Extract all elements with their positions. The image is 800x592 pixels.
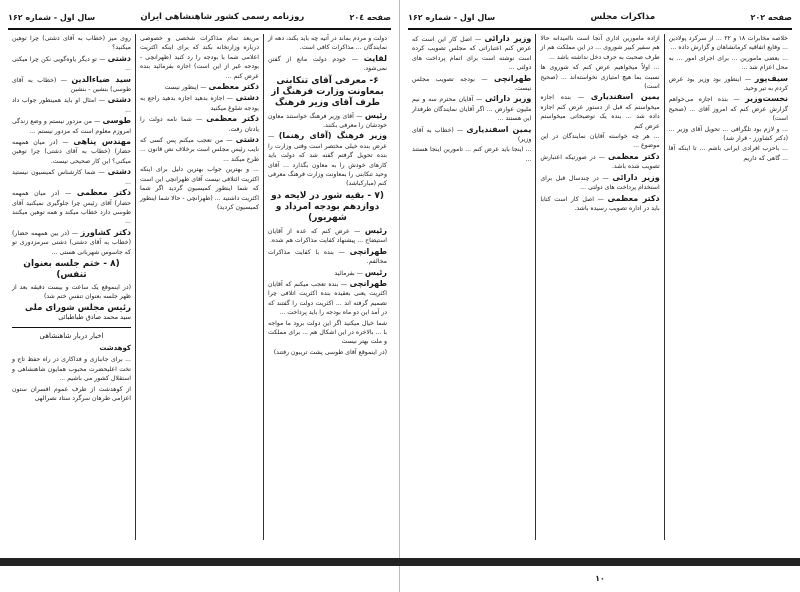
column-2 bbox=[536, 34, 664, 540]
speaker-name: دکتر معظمی bbox=[76, 188, 131, 198]
left-running-header bbox=[8, 6, 391, 30]
body-paragraph: ازاده مامورین اداری آنجا است ناامیدانه حالا هم سفیر کبیر شوروی ... در این مملکت هم از طرف صحبت به حرف دخل نداشته باشد ... bbox=[540, 35, 660, 61]
speaker-name: وزیر دارائی bbox=[484, 34, 532, 43]
speech-text: (خطاب به آقای طوسی) بنشین - بنشین bbox=[12, 76, 131, 94]
speech-paragraph: دشتی — امثال او باید همینطور جواب داد ... bbox=[12, 95, 132, 114]
speaker-name: یمین اسفندیاری bbox=[590, 92, 660, 102]
body-paragraph: ... هر چه خواسته آقایان نمایندگان در این موضوع ... bbox=[540, 133, 660, 150]
speech-paragraph: یمین اسفندیاری — (خطاب به آقای وزیر) bbox=[412, 124, 532, 144]
speaker-name: مهندس پناهی bbox=[73, 137, 131, 147]
dateline: کوهدشت bbox=[99, 343, 131, 352]
scan-bottom-edge bbox=[0, 558, 800, 566]
column-3 bbox=[408, 34, 536, 540]
speech-paragraph: رئیس — آقای وزیر فرهنگ خواستند معاون خودشان را معرفی بکنند. bbox=[268, 110, 387, 130]
right-running-header bbox=[408, 6, 792, 30]
body-paragraph: ... و لازم بود تلگرافی ... تحویل آقای وزیر ... (دکتر کشاورز - قرار شد) bbox=[668, 125, 788, 143]
speech-text: آقایان محترم سه و نیم ملیون عوارض ... اگر آقایان نمایندگان طرفدار این هستند ... bbox=[412, 96, 532, 123]
speech-text: اجازه بدهید اجازه بدهید راجع به بودجه شلوغ میکنید bbox=[140, 95, 259, 112]
speaker-name: وزیر دارائی bbox=[612, 172, 660, 182]
column-3 bbox=[8, 34, 136, 540]
speech-text: بودجه تصویب مجلس نیست. bbox=[412, 75, 532, 93]
speech-text: خودم دولت مانع از گفتن نمی‌شود. bbox=[268, 55, 387, 73]
speech-text: بفرمائید bbox=[334, 269, 355, 277]
right-newspaper-title: مذاکرات مجلس bbox=[590, 12, 656, 22]
body-paragraph: از کوهدشت از طرف عموم افسران ستون اعزامی طرهان سرگرد ستاد نصرالهی bbox=[12, 385, 131, 402]
speech-paragraph: دکتر معظمی — در صورتیکه اعتبارش تصویب شده باشد. bbox=[540, 151, 660, 171]
speech-paragraph: طوسی — من مزدور نیستم و وضع زندگی امروزم معلوم است که مزدور نیستم ... bbox=[12, 116, 131, 135]
speech-text: بنده تعجب میکنم که آقایان اکثریت یعنی بعقیده بنده اکثریت اتلافی چرا تصمیم گرفته اند ... اکثریت دولت را گفتند که در آمد این دو ماه بودجه را باید پرداخت ... bbox=[268, 280, 387, 317]
body-paragraph: دولت و مردم بماند در آتیه چه باید بکند، دهه از نمایندگان ... مذاکرات کافی است. bbox=[268, 35, 387, 52]
speech-text: امثال او باید همینطور جواب داد ... bbox=[12, 97, 131, 114]
speech-paragraph: یمین اسفندیاری — بنده اجازه میخواستم که قبل از دستور عرض کنم اجازه داده شد ... بنده یک توضیحاتی میخواستم عرض کنم bbox=[540, 92, 660, 130]
body-paragraph: من‌بعد تمام مذاکرات شخصی و خصوصی درباره وزارتخانه بکند که برای اینکه اکثریت اعلامی شما با بودجه را رد کنید (طهرانچی - بودجه غیر از این است) اجازه بفرمائید بنده عرض کنم ... bbox=[140, 35, 259, 80]
speech-text: در چندسال قبل برای استخدام پرداخت های دولتی ... bbox=[540, 174, 660, 192]
speech-paragraph: طهرانچی — بنده با کفایت مذاکرات مخالفم. bbox=[268, 246, 388, 266]
left-page-label: صفحه ۲۰٤ bbox=[349, 12, 391, 22]
speaker-name: دکتر کشاورز bbox=[80, 227, 132, 237]
speaker-name: دشتی bbox=[235, 93, 259, 103]
speech-paragraph: سید ضیاءالدین — (خطاب به آقای طوسی) بنشین - بنشین bbox=[12, 74, 131, 94]
speaker-name: رئیس bbox=[364, 267, 387, 277]
speech-text: اصل کار است کتابا باید در اداره تصویب رسیده باشد. bbox=[540, 195, 660, 212]
body-paragraph: روی میز (خطاب به آقای دشتی) چرا توهین میکنید؟ bbox=[12, 35, 131, 52]
speech-paragraph: نخست‌وزیر — بنده اجازه می‌خواهم گزارش عرض کنم که امروز آقای ... (صحیح است) bbox=[668, 94, 788, 123]
body-paragraph: ... و بهترین جواب بهترین دلیل برای اینکه اکثریت ائتلافی نیست آقای طهرانچی این است که شما اینطور کمیسیون گردید اگر شما اکثریت داشتید ... (طهرانچی - حالا شما اینطور کمیسیون کردید) bbox=[140, 166, 259, 211]
speaker-name: دکتر معظمی bbox=[607, 193, 660, 203]
speech-text: من مزدور نیستم و وضع زندگی امروزم معلوم است که مزدور نیستم ... bbox=[12, 118, 131, 135]
speech-paragraph: دشتی — من تعجب میکنم پس کسی که نایب رئیس مجلس است برخلاف نص قانون ... طرح میکند ... bbox=[140, 135, 259, 163]
speech-text: شما کارشناس کمیسیون نیستید ... bbox=[12, 169, 131, 186]
body-paragraph: (در اینموقع آقای طوسی پشت تریبون رفتند) bbox=[273, 348, 387, 356]
speaker-name: رئیس bbox=[364, 110, 387, 120]
speaker-name: لقایت bbox=[363, 53, 387, 63]
body-paragraph: خلاصه مخابرات ۱۸ و ۲۲ ... از سرکرد پولادین ... وقایع اتفاقیه کرمانشاهان و گزارش داده ... bbox=[668, 35, 789, 52]
column-2 bbox=[136, 34, 264, 540]
speech-paragraph: وزیر دارائی — در چندسال قبل برای استخدام پرداخت های دولتی ... bbox=[540, 172, 660, 192]
speech-text: عرض کنم که عده از آقایان استیضاح ... پیشنهاد کفایت مذاکرات هم شده. bbox=[268, 227, 387, 245]
signature-title: رئیس مجلس شورای ملی bbox=[25, 302, 131, 313]
speech-paragraph: وزیر دارائی — آقایان محترم سه و نیم ملیون عوارض ... اگر آقایان نمایندگان طرفدار این هستند ... bbox=[412, 94, 532, 123]
speaker-name: دشتی bbox=[107, 95, 132, 105]
column-1 bbox=[665, 34, 792, 540]
speaker-name: دشتی bbox=[235, 135, 259, 145]
speaker-name: دشتی bbox=[107, 167, 132, 177]
speaker-name: طهرانچی bbox=[349, 278, 387, 288]
speech-text: شما نامه دولت را یادتان رفت. bbox=[140, 116, 259, 133]
speech-paragraph: دکتر معظمی — اصل کار است کتابا باید در اداره تصویب رسیده باشد. bbox=[540, 193, 660, 212]
section-heading: (۸ - ختم جلسه بعنوان تنفس) bbox=[23, 258, 120, 280]
speech-paragraph: سیف‌پور — اینطور بود وزیر بود عرض کردم به تیر وحید. bbox=[668, 73, 789, 93]
speaker-name: دکتر معظمی bbox=[206, 114, 259, 124]
speech-text: (در بین همهمه حضار) (خطاب به آقای دشتی) دشتی سرمزدوری تو که جاسوس شهربانی هستی ... bbox=[12, 229, 131, 256]
speech-paragraph: رئیس — بفرمائید bbox=[334, 267, 387, 277]
left-newspaper-title: روزنامه رسمی کشور شاهنشاهی ایران bbox=[140, 12, 305, 22]
column-1 bbox=[264, 34, 391, 540]
speech-paragraph: دشتی — اجازه بدهید اجازه بدهید راجع به بودجه شلوغ میکنید bbox=[140, 93, 259, 112]
speech-paragraph: دشتی — تو دیگر یاوه‌گویی نکن چرا میکنی ... bbox=[12, 53, 131, 73]
left-columns bbox=[8, 34, 391, 540]
speech-text: (در میان همهمه حضار) آقای رئیس چرا جلوگیری نمیکنید آقای طوسی دارد خطاب میکند و همه توهین میکنند ... bbox=[12, 190, 131, 226]
speech-paragraph: دکتر معظمی — (در میان همهمه حضار) آقای رئیس چرا جلوگیری نمیکنید آقای طوسی دارد خطاب میکند و همه توهین میکنند ... bbox=[12, 188, 131, 226]
speech-paragraph: وزیر فرهنگ (آقای رهنما) — عرض بنده خیلی مختصر است وقتی وزارت را بنده تحویل گرفتم گفته شد که دولت باید کارهای خودش را به معاون بگذارد ... آقای وحید تنکابنی را بمعاونت وزارت فرهنگ معرفی کنم (مبارکباشد) bbox=[268, 131, 388, 188]
body-paragraph: (در اینموقع یک ساعت و بیست دقیقه بعد از ظهر جلسه بعنوان تنفس ختم شد) bbox=[12, 283, 131, 301]
body-paragraph: ... بعضی مامورین ... برای اجرای امور ... به محل اعزام شد ... bbox=[668, 54, 788, 72]
speech-text: اینطور بود وزیر بود عرض کردم به تیر وحید. bbox=[668, 75, 788, 93]
speaker-name: دشتی bbox=[107, 53, 131, 63]
speech-text: (در میان همهمه حضار) (خطاب به آقای دشتی) چرا توهین میکنی؟ این کار صحیحی نیست. bbox=[12, 139, 131, 165]
speech-paragraph: رئیس — عرض کنم که عده از آقایان استیضاح ... پیشنهاد کفایت مذاکرات هم شده. bbox=[268, 225, 388, 245]
speech-text: بنده اجازه می‌خواهم گزارش عرض کنم که امروز آقای ... (صحیح است) bbox=[668, 96, 788, 123]
speech-text: من تعجب میکنم پس کسی که نایب رئیس مجلس است برخلاف نص قانون ... طرح میکند ... bbox=[140, 137, 259, 163]
left-issue-label: سال اول - شماره ۱۶۲ bbox=[8, 12, 96, 22]
speech-paragraph: دشتی — شما کارشناس کمیسیون نیستید ... bbox=[12, 167, 132, 186]
speech-text: آقای وزیر فرهنگ خواستند معاون خودشان را معرفی بکنند. bbox=[268, 112, 387, 130]
section-heading: ۶- معرفی آقای تنکابنی بمعاونت وزارت فرهنگ از طرف آقای وزیر فرهنگ bbox=[271, 75, 384, 108]
speech-text: بنده اجازه میخواستم که قبل از دستور عرض کنم اجازه داده شد ... بنده یک توضیحاتی میخواستم عرض کنم bbox=[540, 94, 660, 130]
speech-paragraph: دکتر کشاورز — (در بین همهمه حضار) (خطاب به آقای دشتی) دشتی سرمزدوری تو که جاسوس شهربانی هستی ... bbox=[12, 227, 132, 256]
body-paragraph: ... اینجا باید عرض کنم ... تامورین اینجا هستند ... bbox=[412, 146, 532, 163]
speech-text: اصل کار این است که عرض کنم اعتباراتی که مجلس تصویب کرده است نوشته است برای اتمام پرداخت های دولتی ... bbox=[412, 36, 532, 72]
speaker-name: رئیس bbox=[364, 225, 388, 235]
right-page-label: صفحه ۲۰۲ bbox=[750, 12, 792, 22]
speech-paragraph: مهندس پناهی — (در میان همهمه حضار) (خطاب به آقای دشتی) چرا توهین میکنی؟ این کار صحیحی نیست. bbox=[12, 137, 131, 165]
speech-paragraph: لقایت — خودم دولت مانع از گفتن نمی‌شود. bbox=[268, 53, 387, 73]
speech-paragraph: دکتر معظمی — اینطور نیست bbox=[164, 82, 259, 92]
speaker-name: یمین اسفندیاری bbox=[466, 124, 532, 134]
speech-paragraph: طهرانچی — بنده تعجب میکنم که آقایان اکثریت یعنی بعقیده بنده اکثریت اتلافی چرا تصمیم گرفته اند ... اکثریت دولت را گفتند که در آمد این دو ماه بودجه را باید پرداخت ... bbox=[268, 278, 387, 317]
speech-paragraph: وزیر دارائی — اصل کار این است که عرض کنم اعتباراتی که مجلس تصویب کرده است نوشته است برای اتمام پرداخت های دولتی ... bbox=[412, 34, 532, 72]
speech-text: عرض بنده خیلی مختصر است وقتی وزارت را بنده تحویل گرفتم گفته شد که دولت باید کارهای خودش را به معاون بگذارد ... آقای وحید تنکابنی را بمعاونت وزارت فرهنگ معرفی کنم (مبارکباشد) bbox=[268, 142, 387, 188]
speaker-name: دکتر معظمی bbox=[208, 82, 259, 92]
speech-paragraph: طهرانچی — بودجه تصویب مجلس نیست. bbox=[412, 73, 532, 93]
page-number: ۱۰ bbox=[595, 574, 605, 583]
body-paragraph: ... برای جانبازی و فداکاری در راه حفظ تاج و تخت اعلیحضرت محبوب همایون شاهنشاهی و استقلال کشور می باشیم ... bbox=[12, 356, 131, 383]
speech-text: بنده با کفایت مذاکرات مخالفم. bbox=[268, 248, 387, 266]
body-paragraph: شما خیال میکنید اگر این دولت برود ما مواجه با ... بالاخره در این اشکال هم ... برای مملکت و ملت بهتر نیست bbox=[268, 319, 387, 346]
speech-text: (خطاب به آقای وزیر) bbox=[412, 126, 532, 144]
news-subheading: اخبار دربار شاهنشاهی bbox=[39, 331, 104, 340]
right-columns bbox=[408, 34, 792, 540]
speech-text: اینطور نیست bbox=[164, 84, 199, 92]
speaker-name: نخست‌وزیر bbox=[745, 94, 788, 104]
speaker-name: وزیر فرهنگ (آقای رهنما) bbox=[278, 131, 388, 141]
speaker-name: طهرانچی bbox=[349, 246, 388, 256]
speaker-name: دکتر معظمی bbox=[608, 151, 660, 161]
column-divider-rule bbox=[12, 327, 131, 328]
speaker-name: وزیر دارائی bbox=[484, 94, 532, 104]
right-page bbox=[400, 0, 800, 592]
speaker-name: طهرانچی bbox=[493, 73, 532, 83]
signature-name: سید محمد صادق طباطبائی bbox=[58, 313, 131, 322]
body-paragraph: ... باحزب افرادی ایرانی باشم ... تا اینکه آقا ... گاهی که داریم bbox=[668, 145, 788, 162]
speech-paragraph: دکتر معظمی — شما نامه دولت را یادتان رفت. bbox=[140, 114, 259, 133]
right-issue-label: سال اول - شماره ۱۶۲ bbox=[408, 12, 496, 22]
speaker-name: طوسی bbox=[102, 116, 131, 126]
speech-text: در صورتیکه اعتبارش تصویب شده باشد. bbox=[540, 153, 660, 171]
section-heading: (۷ - بقیه شور در لایحه دو دوازدهم بودجه امرداد و شهریور) bbox=[271, 190, 384, 223]
speaker-name: سید ضیاءالدین bbox=[71, 74, 131, 84]
body-paragraph: ... اولاً میخواهیم عرض کنم که شوروی ها نسبت بما هیچ امتیازی نخواسته‌اند ... (صحیح است) bbox=[540, 64, 660, 91]
speech-text: تو دیگر یاوه‌گویی نکن چرا میکنی ... bbox=[12, 55, 131, 73]
speaker-name: سیف‌پور bbox=[754, 73, 789, 83]
